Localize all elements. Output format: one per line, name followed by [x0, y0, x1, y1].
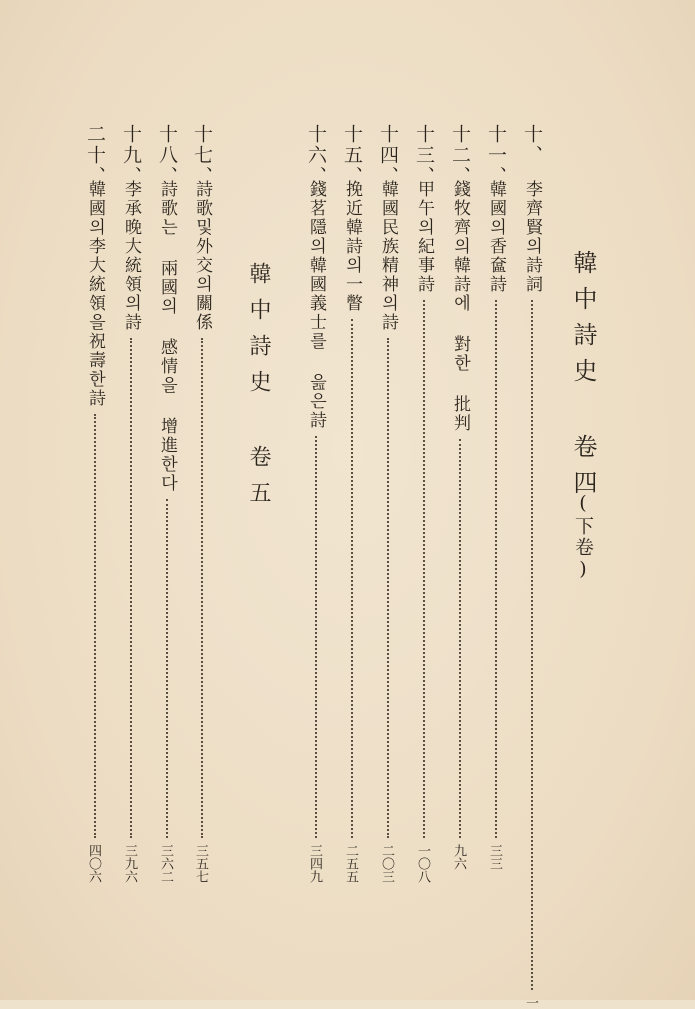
dot-leader	[166, 499, 168, 838]
entry-page: 一	[523, 996, 538, 1009]
entry-number: 十一、	[485, 124, 507, 187]
volume5-title: 韓中詩史 卷五	[246, 262, 271, 517]
dot-leader	[315, 436, 317, 838]
volume4-title: 韓中詩史 卷四	[569, 250, 597, 506]
entry-number: 十三、	[413, 124, 435, 187]
toc-entry	[303, 124, 329, 884]
dot-leader	[201, 338, 203, 838]
entry-page: 九六	[451, 844, 466, 870]
dot-leader	[423, 300, 425, 838]
entry-title: 李承晚大統領의詩	[121, 180, 141, 332]
entry-page: 三六二	[158, 844, 173, 883]
entry-page: 三九六	[122, 844, 137, 883]
entry-title: 挽近韓詩의一瞥	[342, 180, 362, 313]
toc-entry	[339, 124, 365, 884]
entry-page: 四〇六	[86, 844, 101, 883]
dot-leader	[495, 300, 497, 838]
toc-entry	[154, 124, 180, 884]
entry-number: 十五、	[341, 124, 363, 187]
entry-number: 十六、	[305, 124, 327, 187]
toc-entry	[118, 124, 144, 884]
dot-leader	[459, 439, 461, 838]
toc-entry	[447, 124, 473, 884]
dot-leader	[130, 338, 132, 838]
toc-entry	[411, 124, 437, 884]
toc-entry	[82, 124, 108, 884]
dot-leader	[94, 414, 96, 838]
entry-number: 十九、	[120, 124, 142, 187]
entry-number: 十二、	[449, 124, 471, 187]
entry-page: 一〇八	[415, 844, 430, 883]
entry-title: 韓國의李大統領을祝壽한詩	[85, 180, 105, 408]
entry-page: 二五五	[343, 844, 358, 883]
entry-title: 詩歌는 兩國의 感情을 增進한다	[157, 180, 177, 493]
entry-title: 錢牧齊의韓詩에 對한 批判	[450, 180, 470, 433]
toc-entry	[519, 124, 545, 1009]
dot-leader	[351, 319, 353, 838]
dot-leader	[387, 338, 389, 838]
entry-title: 詩歌및外交의關係	[192, 180, 212, 332]
volume4-subtitle: (下卷)	[572, 492, 594, 582]
entry-title: 韓國民族精神의詩	[378, 180, 398, 332]
toc-entry	[375, 124, 401, 884]
entry-title: 錢茗隱의韓國義士를 읊은詩	[306, 180, 326, 430]
entry-page: 三三	[487, 844, 502, 870]
entry-number: 十四、	[377, 124, 399, 187]
toc-entry	[483, 124, 509, 884]
entry-title: 李齊賢의詩詞	[522, 180, 542, 294]
entry-page: 三五七	[193, 844, 208, 883]
dot-leader	[531, 300, 533, 990]
entry-page: 二〇三	[379, 844, 394, 883]
entry-number: 二十、	[84, 124, 106, 187]
entry-number: 十、	[521, 124, 543, 166]
toc-entry	[189, 124, 215, 884]
entry-page: 三四九	[307, 844, 322, 883]
entry-title: 韓國의香奩詩	[486, 180, 506, 294]
entry-number: 十七、	[191, 124, 213, 187]
entry-number: 十八、	[156, 124, 178, 187]
entry-title: 甲午의紀事詩	[414, 180, 434, 294]
